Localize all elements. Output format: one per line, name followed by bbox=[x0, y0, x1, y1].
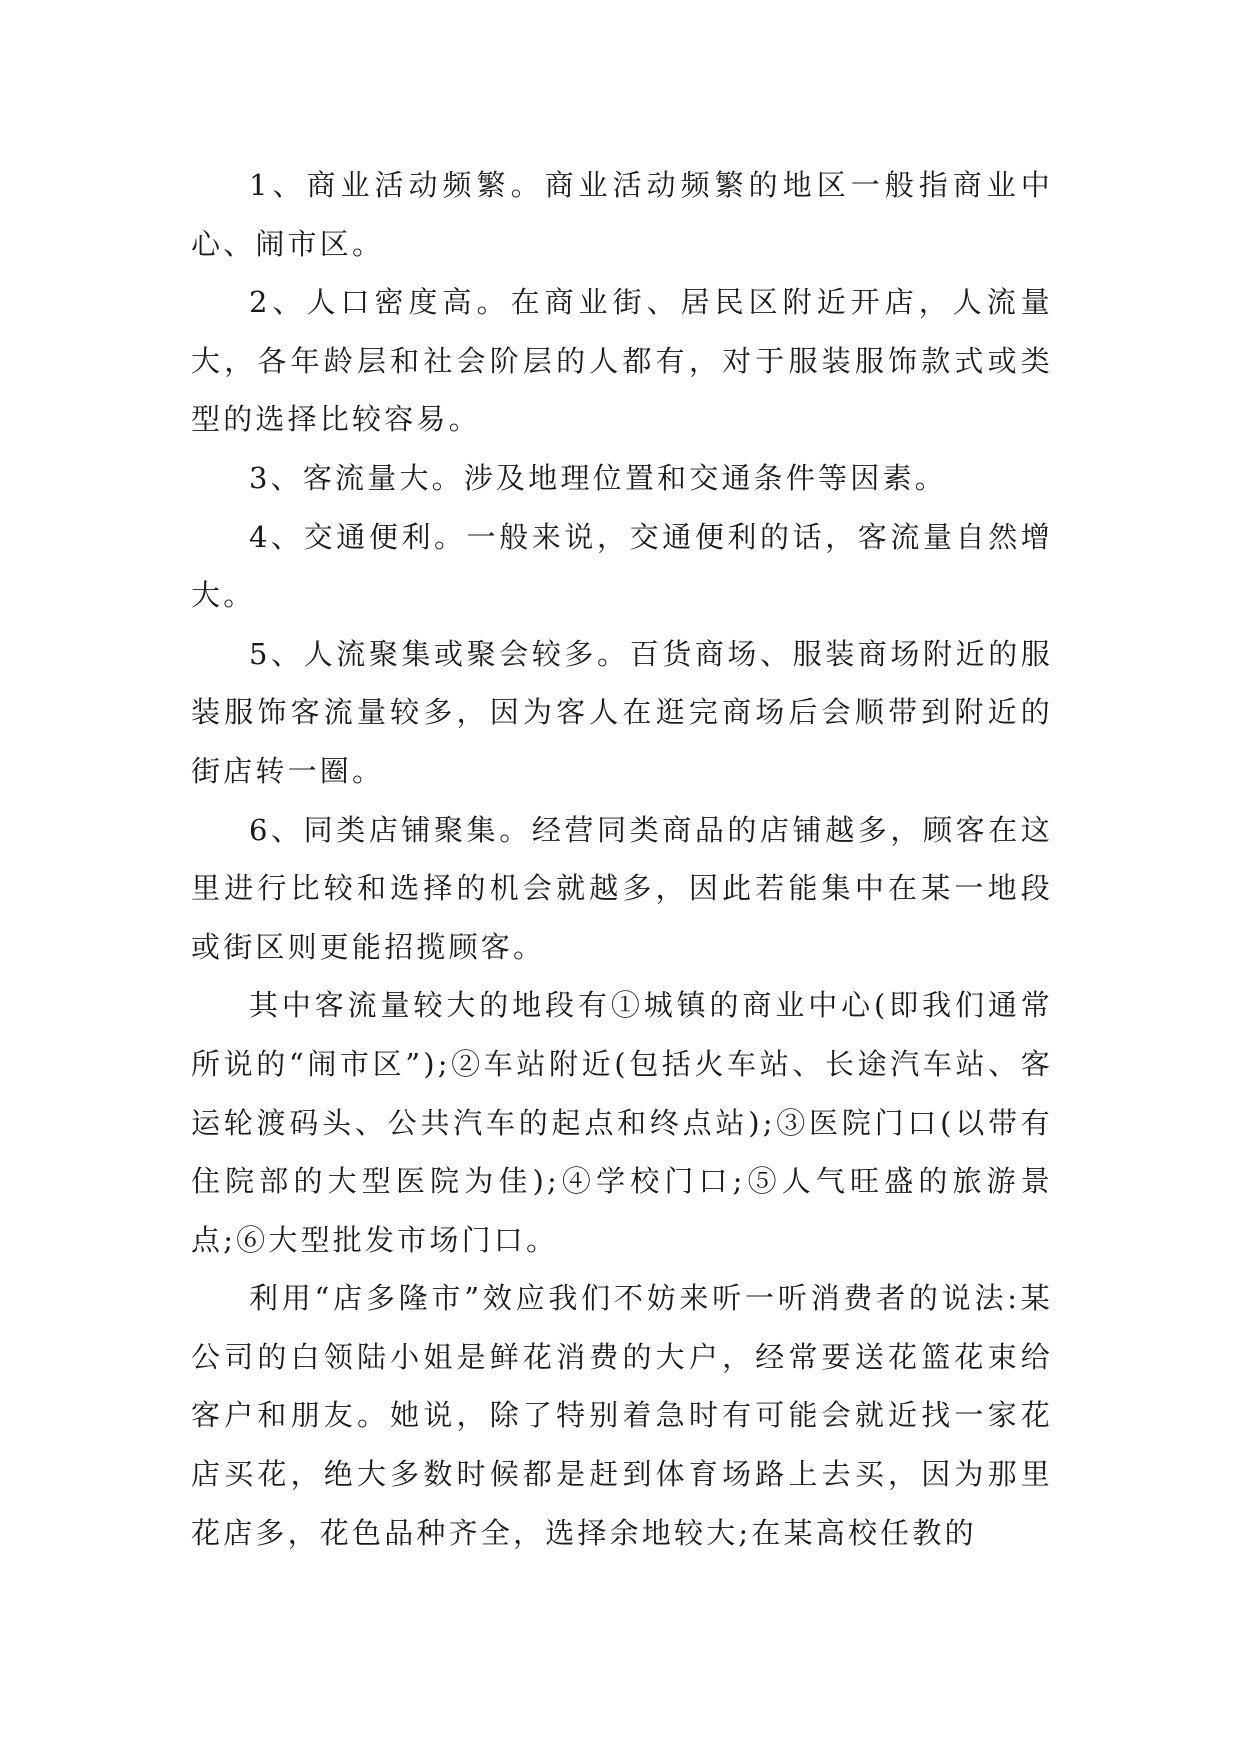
paragraph-3: 3、客流量大。涉及地理位置和交通条件等因素。 bbox=[249, 460, 947, 495]
paragraph-8: 利用“店多隆市”效应我们不妨来听一听消费者的说法:某公司的白领陆小姐是鲜花消费的大户，经常要送花篮花束给客户和朋友。她说，除了特别着急时有可能会就近找一家花店买花，绝大多数时候都是赶到体育场路上去买，因为那里花店多，花色品种齐全，选择余地较大;在某高校任教的 bbox=[191, 1281, 1053, 1550]
paragraph-7: 其中客流量较大的地段有①城镇的商业中心(即我们通常所说的“闹市区”);②车站附近(包括火车站、长途汽车站、客运轮渡码头、公共汽车的起点和终点站);③医院门口(以带有住院部的大型医院为佳);④学校门口;⑤人气旺盛的旅游景点;⑥大型批发市场门口。 bbox=[191, 988, 1053, 1257]
paragraph-6: 6、同类店铺聚集。经营同类商品的店铺越多，顾客在这里进行比较和选择的机会就越多，因此若能集中在某一地段或街区则更能招揽顾客。 bbox=[191, 812, 1053, 964]
document-body bbox=[191, 156, 1053, 1562]
paragraph-1: 1、商业活动频繁。商业活动频繁的地区一般指商业中心、闹市区。 bbox=[191, 168, 1053, 261]
paragraph-4: 4、交通便利。一般来说，交通便利的话，客流量自然增大。 bbox=[191, 519, 1053, 613]
paragraph-5: 5、人流聚集或聚会较多。百货商场、服装商场附近的服装服饰客流量较多，因为客人在逛完商场后会顺带到附近的街店转一圈。 bbox=[191, 636, 1053, 788]
paragraph-2: 2、人口密度高。在商业街、居民区附近开店，人流量大，各年龄层和社会阶层的人都有，对于服装服饰款式或类型的选择比较容易。 bbox=[191, 285, 1053, 437]
